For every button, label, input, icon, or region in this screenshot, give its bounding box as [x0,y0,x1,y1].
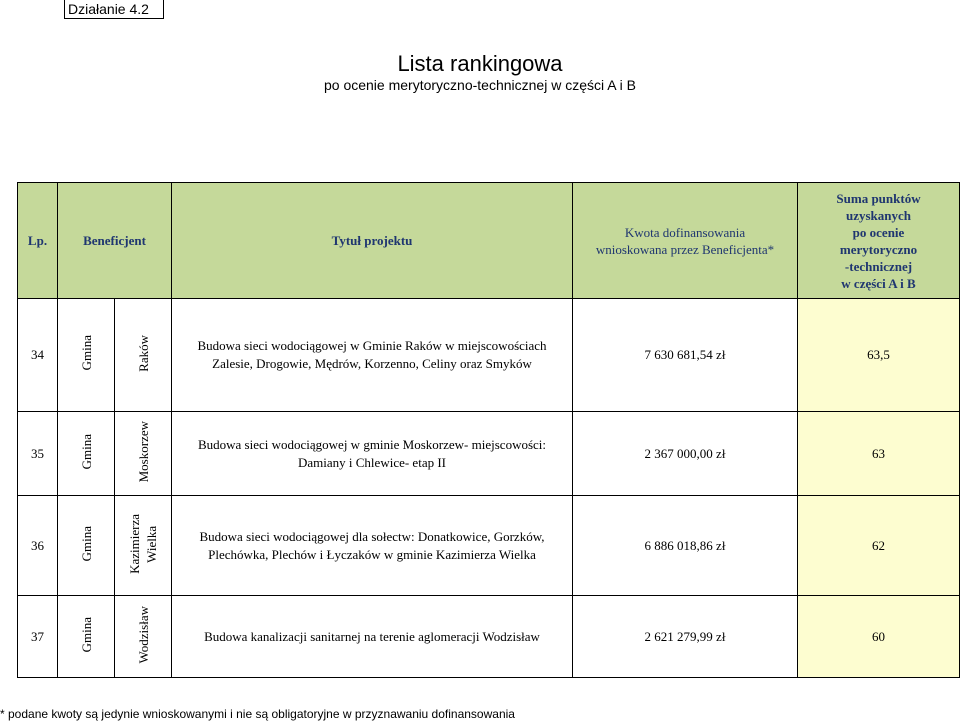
col-header-suma-line: Suma punktów [836,190,921,206]
table-row [18,412,960,496]
col-header-tytul: Tytuł projektu [172,183,573,299]
row-lp: 34 [18,299,58,412]
col-header-suma-line: w części A i B [841,275,916,291]
col-header-suma-line: merytoryczno [839,241,918,257]
table-row [18,299,960,412]
row-amount: 2 367 000,00 zł [573,412,798,496]
row-points: 62 [798,496,960,596]
row-project-title: Budowa sieci wodociągowej w gminie Moskorzew- miejscowości: Damiany i Chlewice- etap II [172,412,573,496]
col-header-suma-line: po ocenie [852,224,905,240]
col-header-suma-line: -technicznej [844,258,913,274]
row-amount: 6 886 018,86 zł [573,496,798,596]
row-amount: 2 621 279,99 zł [573,596,798,678]
row-project-title: Budowa sieci wodociągowej w Gminie Raków w miejscowościach Zalesie, Drogowie, Mędrów, Korzenno, Celiny oraz Smyków [172,299,573,412]
col-header-suma [798,183,960,299]
table-row [18,596,960,678]
row-beneficiary-type: Gmina [58,412,115,496]
row-beneficiary-name: Wodzisław [115,596,172,678]
col-header-kwota-line: Kwota dofinansowania [624,224,746,240]
col-header-kwota [573,183,798,299]
row-amount: 7 630 681,54 zł [573,299,798,412]
col-header-suma-line: uzyskanych [845,207,912,223]
col-header-lp: Lp. [18,183,58,299]
footnote: * podane kwoty są jedynie wnioskowanymi i nie są obligatoryjne w przyznawaniu dofinansowania [0,707,515,721]
row-beneficiary-name: Raków [115,299,172,412]
page-subtitle: po ocenie merytoryczno-technicznej w części A i B [323,77,637,93]
page-title: Lista rankingowa [397,51,563,76]
row-beneficiary-type: Gmina [58,299,115,412]
table-header-row [18,183,960,299]
row-lp: 36 [18,496,58,596]
col-header-kwota-line: wnioskowana przez Beneficjenta* [595,241,775,257]
activity-label: Działanie 4.2 [64,0,164,19]
col-header-beneficjent: Beneficjent [58,183,172,299]
row-project-title: Budowa sieci wodociągowej dla sołectw: Donatkowice, Gorzków, Plechówka, Plechów i Łyczaków w gminie Kazimierza Wielka [172,496,573,596]
beneficiary-name-vertical: Kazimierza Wielka [127,513,159,574]
ranking-table [17,182,960,678]
row-project-title: Budowa kanalizacji sanitarnej na terenie aglomeracji Wodzisław [172,596,573,678]
row-lp: 35 [18,412,58,496]
row-beneficiary-type: Gmina [58,496,115,596]
table-row [18,496,960,596]
row-points: 63,5 [798,299,960,412]
row-beneficiary-type: Gmina [58,596,115,678]
row-points: 63 [798,412,960,496]
row-lp: 37 [18,596,58,678]
row-beneficiary-name [115,496,172,596]
row-points: 60 [798,596,960,678]
row-beneficiary-name: Moskorzew [115,412,172,496]
